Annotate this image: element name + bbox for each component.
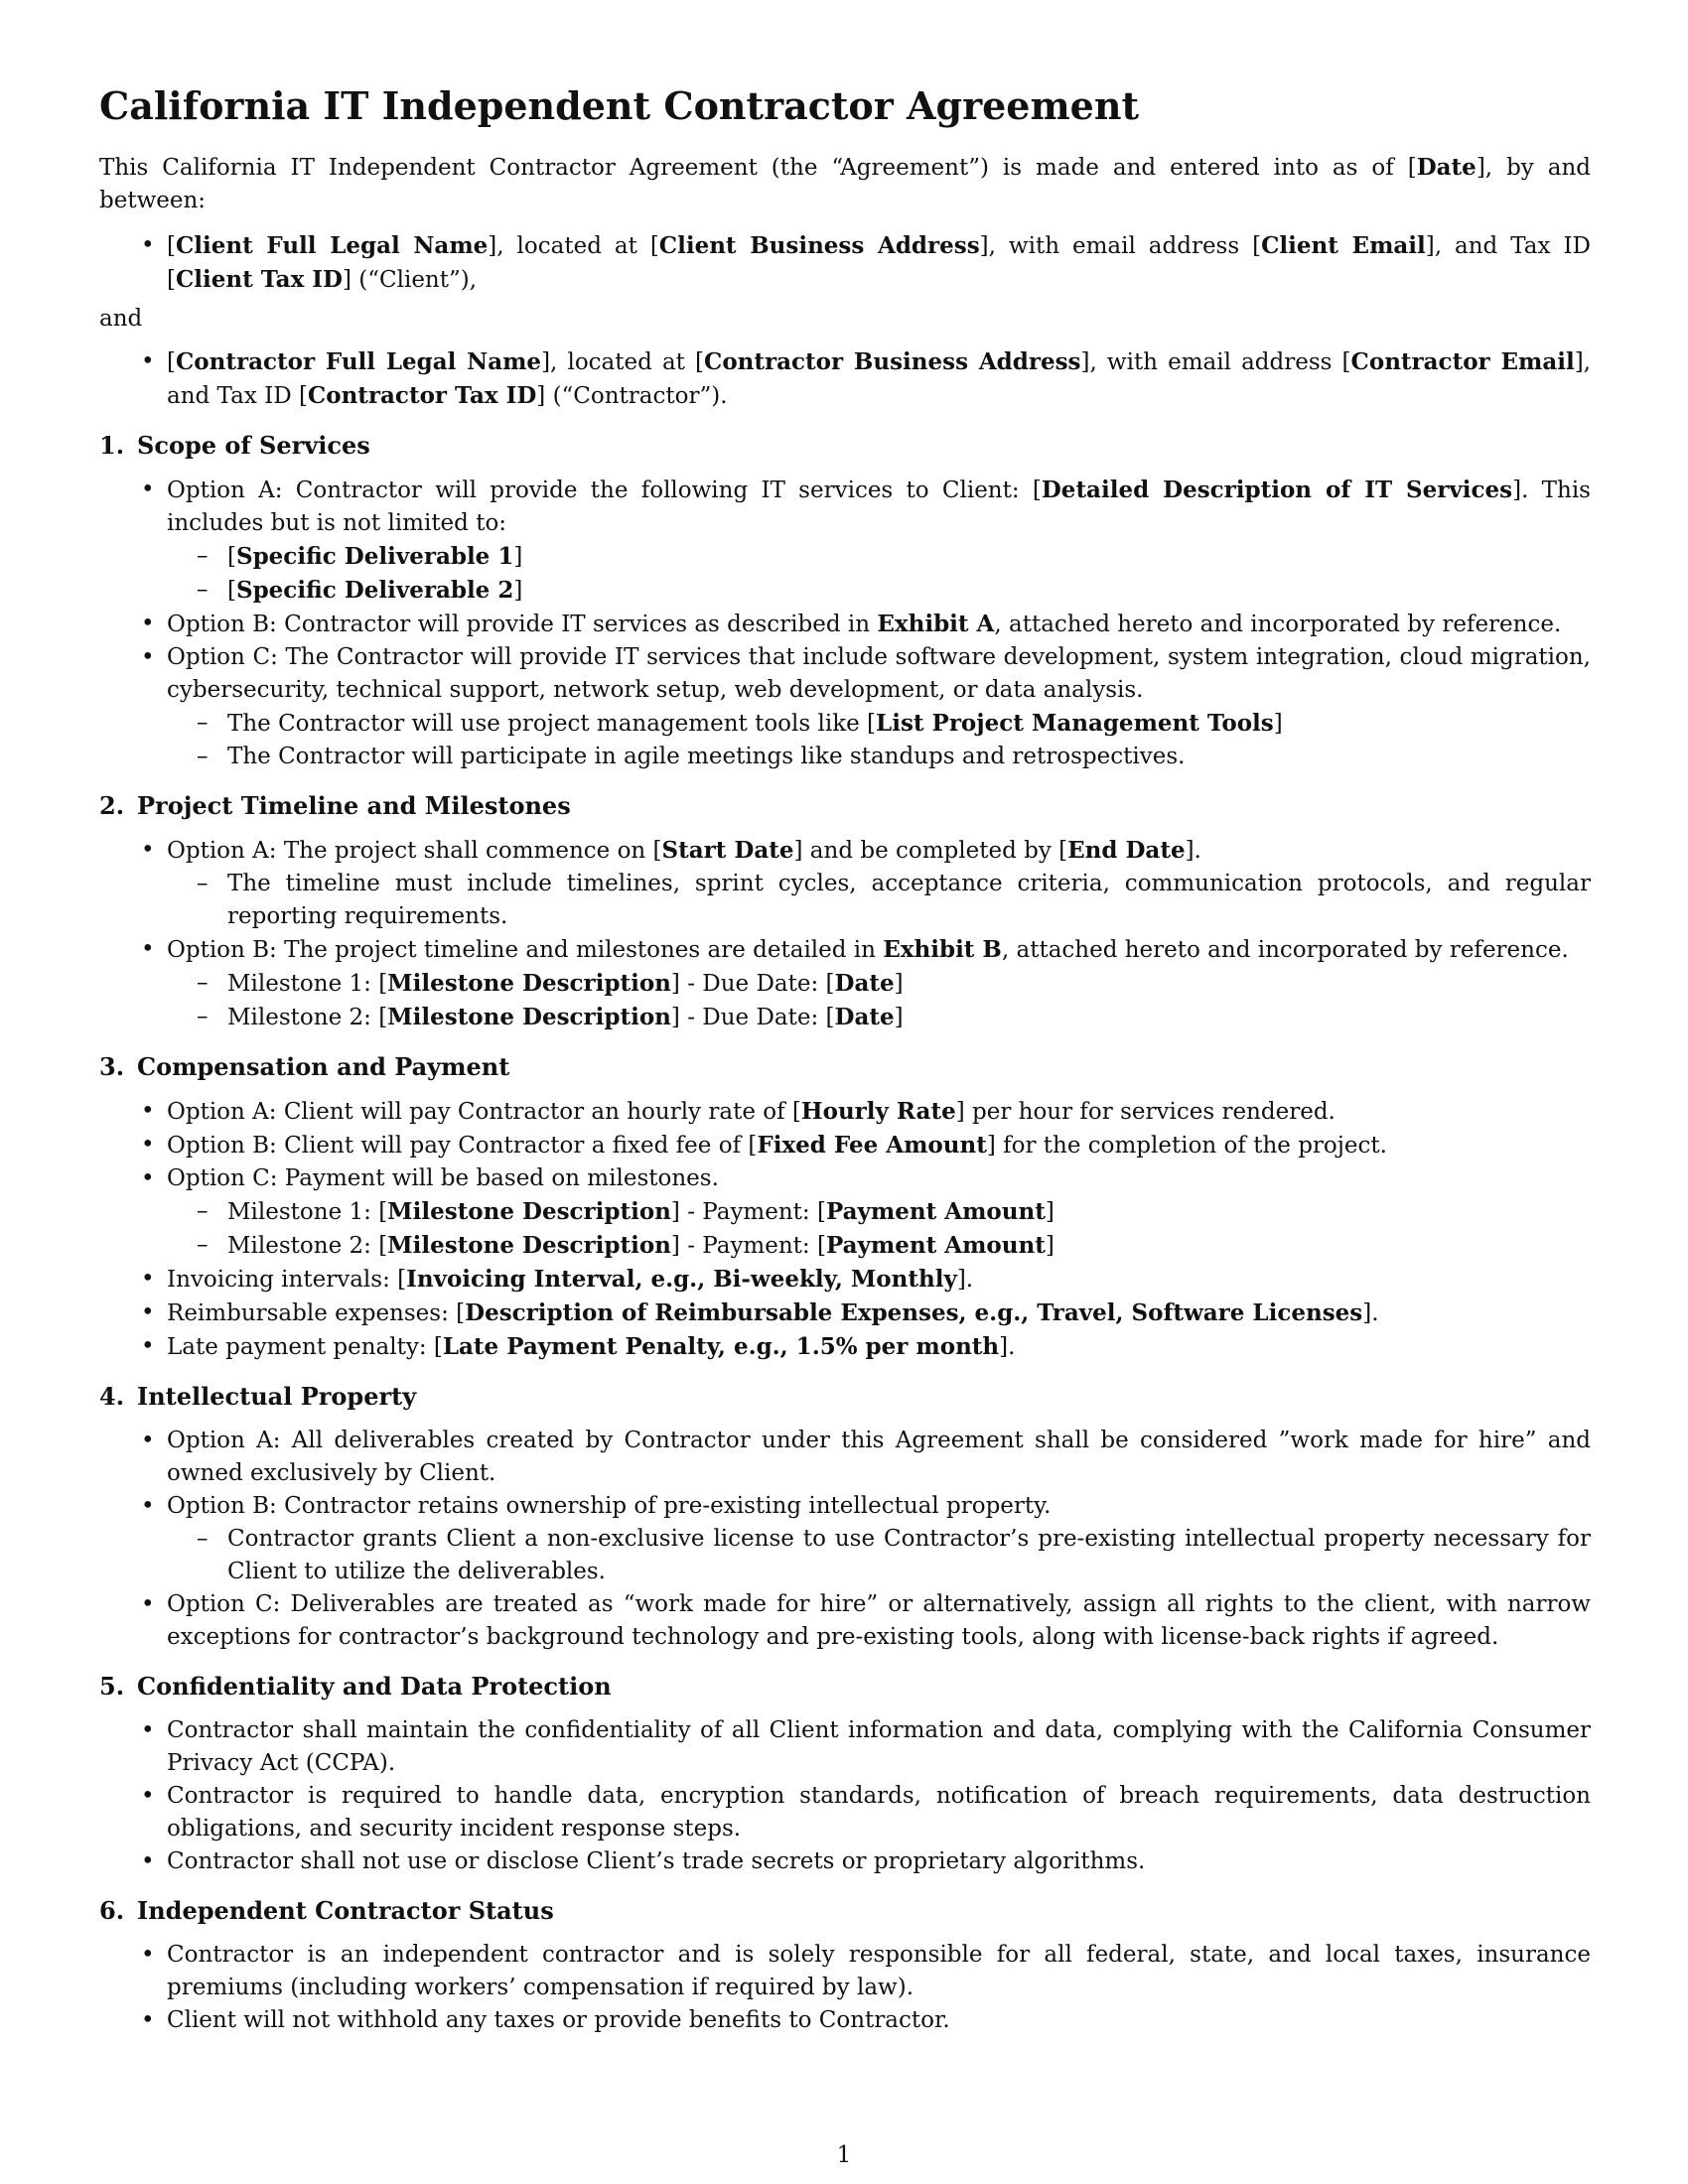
list-item: • Option A: Client will pay Contractor an hourly rate of [Hourly Rate] per hour for services rendered. xyxy=(99,1095,1591,1129)
sub-list xyxy=(167,707,1591,773)
section-heading-confidentiality: 5. Confidentiality and Data Protection xyxy=(99,1671,612,1701)
list-item: • Client will not withhold any taxes or provide benefits to Contractor. xyxy=(99,2004,1591,2037)
sub-list xyxy=(167,540,1591,608)
and-connector: and xyxy=(99,305,143,332)
list-item: • Option B: The project timeline and milestones are detailed in Exhibit B, attached hereto and incorporated by reference. – Milestone 1: [Milestone Description] - Due Date: [Date] – Milestone 2: [Milestone Description] - Due Date: [Date] xyxy=(99,933,1591,1034)
document-page xyxy=(99,83,1591,2043)
compensation-list xyxy=(99,1095,1591,1364)
client-party-list xyxy=(99,229,1591,297)
timeline-list xyxy=(99,834,1591,1034)
page-number: 1 xyxy=(836,2142,852,2168)
list-item: • Option A: All deliverables created by Contractor under this Agreement shall be considered ”work made for hire” and owned exclusively by Client. xyxy=(99,1425,1591,1490)
list-item: • Option C: The Contractor will provide IT services that include software development, system integration, cloud migration, cybersecurity, technical support, network setup, web development, or data analysis. – The Contractor will use project management tools like [List Project Management Tools] – The Contractor will participate in agile meetings like standups and retrospectives. xyxy=(99,641,1591,773)
document-title: California IT Independent Contractor Agreement xyxy=(99,83,1140,128)
sub-list-item: – Milestone 2: [Milestone Description] - Payment: [Payment Amount] xyxy=(167,1229,1591,1263)
scope-list xyxy=(99,474,1591,773)
section-heading-status: 6. Independent Contractor Status xyxy=(99,1895,554,1925)
list-item: • Option B: Contractor will provide IT services as described in Exhibit A, attached hereto and incorporated by reference. xyxy=(99,608,1591,641)
status-list xyxy=(99,1939,1591,2037)
intro-paragraph: This California IT Independent Contractor Agreement (the “Agreement”) is made and entered into as of [Date], by and between: xyxy=(99,153,1592,213)
sub-list xyxy=(167,1523,1591,1588)
sub-list-item: – Milestone 2: [Milestone Description] - Due Date: [Date] xyxy=(167,1001,1591,1034)
client-party-item: • [Client Full Legal Name], located at [Client Business Address], with email address [Client Email], and Tax ID [Client Tax ID] (“Client”), xyxy=(99,229,1591,297)
sub-list xyxy=(167,1195,1591,1263)
list-item: • Option B: Client will pay Contractor a fixed fee of [Fixed Fee Amount] for the completion of the project. xyxy=(99,1129,1591,1162)
section-heading-ip: 4. Intellectual Property xyxy=(99,1381,417,1411)
confidentiality-list xyxy=(99,1714,1591,1878)
list-item: • Contractor is an independent contractor and is solely responsible for all federal, state, and local taxes, insurance premiums (including workers’ compensation if required by law). xyxy=(99,1939,1591,2004)
list-item: • Reimbursable expenses: [Description of Reimbursable Expenses, e.g., Travel, Software Licenses]. xyxy=(99,1297,1591,1330)
sub-list-item: – The Contractor will participate in agile meetings like standups and retrospectives. xyxy=(167,741,1591,773)
ip-list xyxy=(99,1425,1591,1654)
list-item: • Contractor shall not use or disclose Client’s trade secrets or proprietary algorithms. xyxy=(99,1845,1591,1878)
section-heading-compensation: 3. Compensation and Payment xyxy=(99,1051,510,1081)
sub-list-item: – Milestone 1: [Milestone Description] - Due Date: [Date] xyxy=(167,967,1591,1001)
sub-list-item: – The Contractor will use project management tools like [List Project Management Tools] xyxy=(167,707,1591,741)
sub-list xyxy=(167,967,1591,1034)
list-item: • Option C: Deliverables are treated as “work made for hire” or alternatively, assign all rights to the client, with narrow exceptions for contractor’s background technology and pre-existing tools, along with license-back rights if agreed. xyxy=(99,1588,1591,1654)
section-heading-timeline: 2. Project Timeline and Milestones xyxy=(99,790,571,820)
sub-list xyxy=(167,868,1591,933)
list-item: • Option B: Contractor retains ownership of pre-existing intellectual property. – Contractor grants Client a non-exclusive license to use Contractor’s pre-existing intellectual property necessary for Client to utilize the deliverables. xyxy=(99,1490,1591,1588)
list-item: • Contractor is required to handle data, encryption standards, notification of breach requirements, data destruction obligations, and security incident response steps. xyxy=(99,1780,1591,1845)
sub-list-item: – The timeline must include timelines, sprint cycles, acceptance criteria, communication protocols, and regular reporting requirements. xyxy=(167,868,1591,933)
contractor-party-list xyxy=(99,345,1591,413)
list-item: • Option A: Contractor will provide the following IT services to Client: [Detailed Description of IT Services]. This includes but is not limited to: – [Specific Deliverable 1] – [Specific Deliverable 2] xyxy=(99,474,1591,608)
list-item: • Invoicing intervals: [Invoicing Interval, e.g., Bi-weekly, Monthly]. xyxy=(99,1263,1591,1297)
sub-list-item: – Milestone 1: [Milestone Description] - Payment: [Payment Amount] xyxy=(167,1195,1591,1229)
sub-list-item: – Contractor grants Client a non-exclusive license to use Contractor’s pre-existing intellectual property necessary for Client to utilize the deliverables. xyxy=(167,1523,1591,1588)
list-item: • Option A: The project shall commence on [Start Date] and be completed by [End Date]. – The timeline must include timelines, sprint cycles, acceptance criteria, communication protocols, and regular reporting requirements. xyxy=(99,834,1591,933)
list-item: • Late payment penalty: [Late Payment Penalty, e.g., 1.5% per month]. xyxy=(99,1330,1591,1364)
sub-list-item: – [Specific Deliverable 2] xyxy=(167,574,1591,608)
list-item: • Contractor shall maintain the confidentiality of all Client information and data, complying with the California Consumer Privacy Act (CCPA). xyxy=(99,1714,1591,1780)
list-item: • Option C: Payment will be based on milestones. – Milestone 1: [Milestone Description] - Payment: [Payment Amount] – Milestone 2: [Milestone Description] - Payment: [Payment Amount] xyxy=(99,1162,1591,1263)
contractor-party-item: • [Contractor Full Legal Name], located at [Contractor Business Address], with email address [Contractor Email], and Tax ID [Contractor Tax ID] (“Contractor”). xyxy=(99,345,1591,413)
sub-list-item: – [Specific Deliverable 1] xyxy=(167,540,1591,574)
section-heading-scope: 1. Scope of Services xyxy=(99,430,370,460)
